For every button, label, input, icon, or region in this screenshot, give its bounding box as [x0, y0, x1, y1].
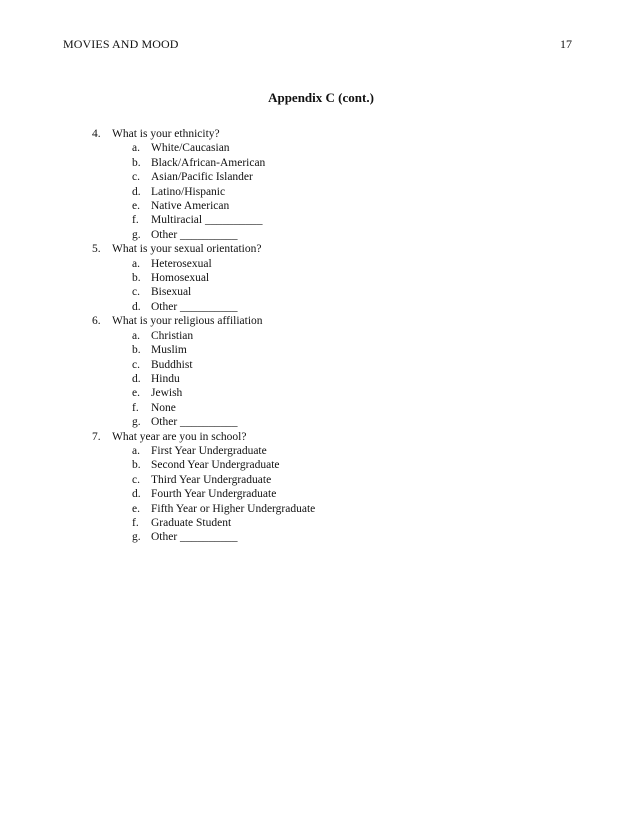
- option-text: White/Caucasian: [151, 142, 230, 155]
- answer-option: [92, 516, 315, 530]
- question-text: What year are you in school?: [112, 430, 247, 443]
- option-letter: c.: [132, 286, 140, 299]
- question-row: [92, 430, 315, 444]
- option-letter: e.: [132, 387, 140, 400]
- answer-option: [92, 444, 315, 458]
- option-text: Fourth Year Undergraduate: [151, 488, 277, 501]
- option-letter: b.: [132, 156, 141, 169]
- option-letter: g.: [132, 531, 141, 544]
- answer-option: [92, 487, 315, 501]
- page-number: 17: [560, 37, 572, 51]
- option-text: Black/African-American: [151, 156, 266, 169]
- option-letter: c.: [132, 473, 140, 486]
- question-number: 6.: [92, 315, 101, 328]
- answer-option: [92, 213, 315, 227]
- answer-option: [92, 386, 315, 400]
- question-number: 4.: [92, 128, 101, 140]
- question-item: [92, 430, 315, 545]
- answer-option: [92, 271, 315, 285]
- answer-option: [92, 185, 315, 199]
- option-text: Other __________: [151, 300, 238, 313]
- option-letter: c.: [132, 171, 140, 184]
- answer-option-list: [92, 257, 315, 315]
- option-letter: a.: [132, 257, 140, 270]
- question-text: What is your sexual orientation?: [112, 243, 262, 256]
- answer-option: [92, 473, 315, 487]
- option-text: Heterosexual: [151, 257, 212, 270]
- answer-option: [92, 156, 315, 170]
- option-text: Christian: [151, 329, 194, 342]
- running-head: MOVIES AND MOOD: [63, 37, 179, 51]
- answer-option: [92, 170, 315, 184]
- option-text: Third Year Undergraduate: [151, 473, 272, 486]
- appendix-title-text: Appendix C (cont.): [268, 90, 374, 105]
- answer-option: [92, 530, 315, 544]
- answer-option: [92, 358, 315, 372]
- question-row: [92, 127, 315, 141]
- option-text: Native American: [151, 200, 230, 213]
- answer-option: [92, 458, 315, 472]
- answer-option-list: [92, 444, 315, 545]
- option-letter: f.: [132, 516, 139, 529]
- option-letter: e.: [132, 200, 140, 213]
- option-text: None: [151, 401, 176, 414]
- option-text: First Year Undergraduate: [151, 444, 267, 457]
- answer-option: [92, 199, 315, 213]
- option-text: Second Year Undergraduate: [151, 459, 280, 472]
- option-letter: f.: [132, 214, 139, 227]
- option-text: Muslim: [151, 344, 187, 357]
- option-text: Buddhist: [151, 358, 193, 371]
- option-letter: f.: [132, 401, 139, 414]
- question-item: [92, 314, 315, 429]
- option-letter: d.: [132, 185, 141, 198]
- answer-option: [92, 285, 315, 299]
- answer-option: [92, 343, 315, 357]
- option-text: Hindu: [151, 372, 180, 385]
- option-letter: b.: [132, 344, 141, 357]
- answer-option: [92, 329, 315, 343]
- option-text: Fifth Year or Higher Undergraduate: [151, 502, 316, 515]
- answer-option: [92, 372, 315, 386]
- answer-option-list: [92, 329, 315, 430]
- option-letter: d.: [132, 372, 141, 385]
- option-text: Other __________: [151, 228, 238, 241]
- option-text: Graduate Student: [151, 516, 232, 529]
- question-row: [92, 242, 315, 256]
- option-letter: e.: [132, 502, 140, 515]
- option-letter: b.: [132, 459, 141, 472]
- question-text: What is your ethnicity?: [112, 128, 220, 140]
- option-text: Jewish: [151, 387, 183, 400]
- question-text: What is your religious affiliation: [112, 315, 263, 328]
- question-item: [92, 242, 315, 314]
- answer-option: [92, 401, 315, 415]
- question-item: [92, 127, 315, 242]
- answer-option-list: [92, 141, 315, 242]
- option-letter: b.: [132, 272, 141, 285]
- option-letter: a.: [132, 329, 140, 342]
- answer-option: [92, 300, 315, 314]
- option-letter: a.: [132, 444, 140, 457]
- option-letter: g.: [132, 228, 141, 241]
- option-text: Other __________: [151, 531, 238, 544]
- answer-option: [92, 141, 315, 155]
- answer-option: [92, 502, 315, 516]
- answer-option: [92, 228, 315, 242]
- option-letter: g.: [132, 416, 141, 429]
- appendix-title: [0, 90, 638, 106]
- option-letter: a.: [132, 142, 140, 155]
- option-text: Other __________: [151, 416, 238, 429]
- answer-option: [92, 257, 315, 271]
- option-text: Multiracial __________: [151, 214, 263, 227]
- option-letter: c.: [132, 358, 140, 371]
- option-text: Bisexual: [151, 286, 192, 299]
- option-letter: d.: [132, 488, 141, 501]
- question-list: [92, 127, 315, 545]
- option-text: Asian/Pacific Islander: [151, 171, 253, 184]
- option-letter: d.: [132, 300, 141, 313]
- question-row: [92, 314, 315, 328]
- option-text: Latino/Hispanic: [151, 185, 226, 198]
- answer-option: [92, 415, 315, 429]
- option-text: Homosexual: [151, 272, 210, 285]
- question-number: 7.: [92, 430, 101, 443]
- question-number: 5.: [92, 243, 101, 256]
